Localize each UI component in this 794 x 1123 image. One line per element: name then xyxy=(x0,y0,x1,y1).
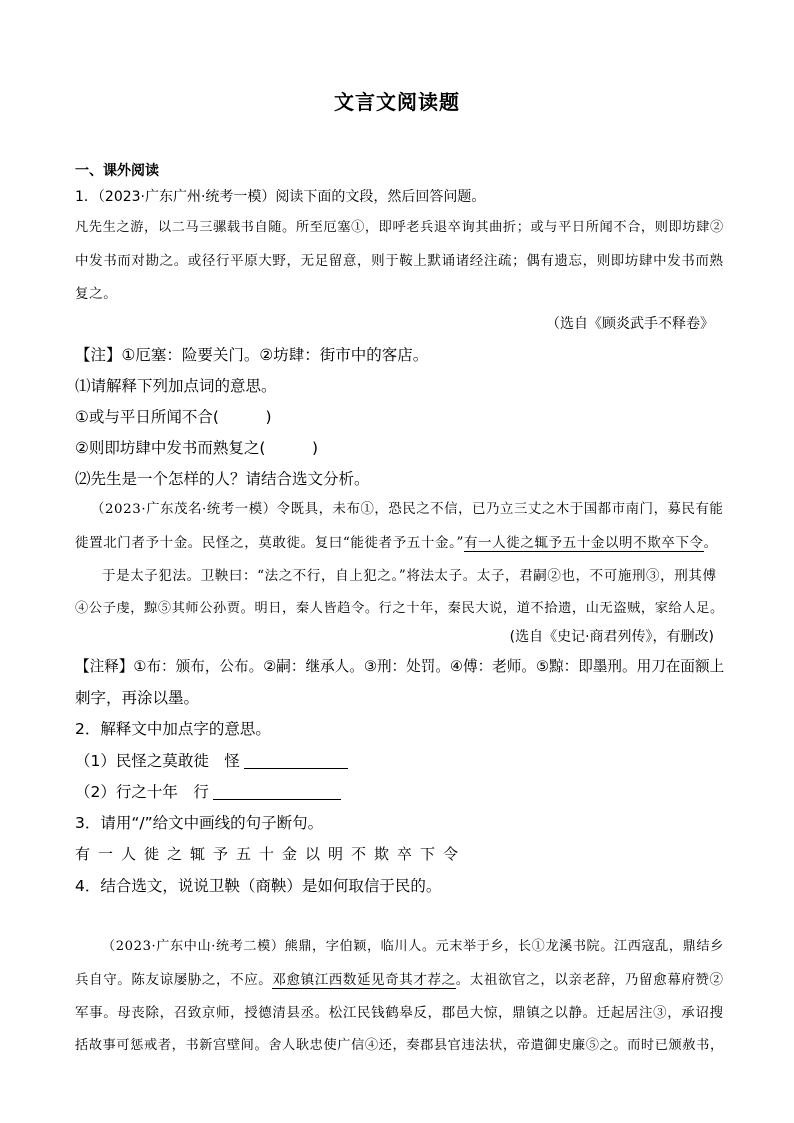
underlined-sentence: 邓愈镇江西数延见奇其才荐之 xyxy=(272,972,456,988)
sub-question-1: ⑴请解释下列加点词的意思。 xyxy=(75,377,277,395)
passage-1-line: 复之。 xyxy=(75,286,118,302)
passage-2-line: 于是太子犯法。卫鞅曰：“法之不行，自上犯之。”将法太子。太子，君嗣②也，不可施刑③，刑其傅 xyxy=(102,568,717,584)
answer-blank[interactable] xyxy=(213,784,341,800)
sub-question-1a: ①或与平日所闻不合( ) xyxy=(75,408,272,426)
answer-blank[interactable] xyxy=(244,753,348,769)
question-3-stem: 3．请用“/”给文中画线的句子断句。 xyxy=(75,814,324,832)
passage-3-text: 兵自守。陈友谅屡胁之，不应。 xyxy=(75,972,273,988)
passage-2-source: (选自《史记·商君列传》，有删改) xyxy=(509,629,714,645)
passage-1-line: 中发书而对勘之。或径行平原大野，无足留意，则于鞍上默诵诸经注疏；偶有遗忘，则即坊肆中发书而熟 xyxy=(75,253,724,269)
passage-2-line xyxy=(75,531,718,551)
question-2a-text: （1）民怪之莫敢徙 怪 xyxy=(75,752,240,770)
question-2b-text: （2）行之十年 行 xyxy=(75,783,209,801)
passage-3-line xyxy=(75,968,724,988)
passage-1-source: （选自《顾炎武手不释卷》 xyxy=(546,316,714,332)
question-2-stem: 2．解释文中加点字的意思。 xyxy=(75,720,271,738)
section-heading: 一、课外阅读 xyxy=(75,163,159,179)
question-1-stem: 1．（2023·广东广州·统考一模）阅读下面的文段，然后回答问题。 xyxy=(75,189,486,205)
sub-question-1b: ②则即坊肆中发书而熟复之( ) xyxy=(75,439,318,457)
passage-2-note: 【注释】①布：颁布，公布。②嗣：继承人。③刑：处罚。④傅：老师。⑤黥：即墨刑。用刀在面额上 xyxy=(75,658,725,675)
passage-3-line: （2023·广东中山·统考二模）熊鼎，字伯颖，临川人。元末举于乡，长①龙溪书院。江西寇乱，鼎结乡 xyxy=(102,939,724,954)
passage-2-text: 徙置北门者予十金。民怪之，莫敢徙。复曰“能徙者予五十金。” xyxy=(75,535,464,551)
passage-3-text: 。太祖欲官之，以亲老辞，乃留愈幕府赞② xyxy=(455,972,724,988)
underlined-sentence: 有一人徙之辄予五十金以明不欺卒下令 xyxy=(463,535,704,551)
passage-1-note: 【注】①厄塞：险要关门。②坊肆：街市中的客店。 xyxy=(75,346,429,364)
question-2a xyxy=(75,749,348,771)
passage-2-line: ④公子虔，黥⑤其师公孙贾。明日，秦人皆趋令。行之十年，秦民大说，道不拾遗，山无盗贼，家给人足。 xyxy=(75,601,724,616)
passage-1-line: 凡先生之游，以二马三骡载书自随。所至厄塞①，即呼老兵退卒询其曲折；或与平日所闻不合，则即坊肆② xyxy=(75,220,724,235)
page-title: 文言文阅读题 xyxy=(334,90,460,114)
question-3-sentence: 有一人徙之辄予五十金以明不欺卒下令 xyxy=(75,845,467,863)
question-4-stem: 4．结合选文，说说卫鞅（商鞅）是如何取信于民的。 xyxy=(75,877,442,895)
passage-2-note: 刺字，再涂以墨。 xyxy=(75,689,200,707)
passage-2-line: （2023·广东茂名·统考一模）令既具，未布①，恐民之不信，已乃立三丈之木于国都市南门，募民有能 xyxy=(91,502,724,517)
question-2b xyxy=(75,780,341,802)
passage-3-line: 军事。母丧除，召致京师，授德清县丞。松江民钱鹤皋反，郡邑大惊，鼎镇之以静。迁起居注③，承诏搜 xyxy=(75,1005,724,1021)
passage-3-line: 括故事可惩戒者，书新宫壁间。舍人耿忠使广信④还，奏郡县官违法状，帝遣御史廉⑤之。而时已颁赦书， xyxy=(75,1038,724,1053)
sub-question-2: ⑵先生是一个怎样的人？请结合选文分析。 xyxy=(75,470,370,488)
passage-2-text: 。 xyxy=(703,535,718,551)
